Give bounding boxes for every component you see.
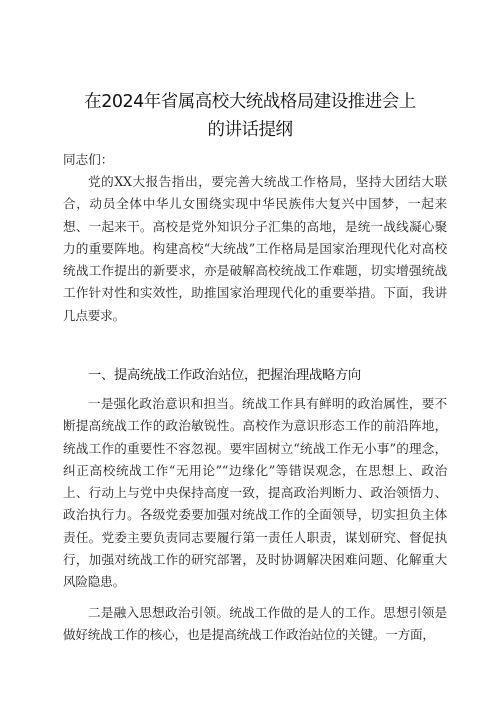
paragraph-intro [63,171,447,327]
salutation: 同志们： [63,152,114,167]
paragraph-political-awareness-text: 一是强化政治意识和担当。统战工作具有鲜明的政治属性，要不断提高统战工作的政治敏锐性。高校作为意识形态工作的前沿阵地，统战工作的重要性不容忽视。要牢固树立“统战工作无小事”的理念，纠正高校统战工作“无用论”“边缘化”等错误观念，在思想上、政治上、行动上与党中央保持高度一致，提高政治判断力、政治领悟力、政治执行力。各级党委要加强对统战工作的全面领导，切实担负主体责任。党委主要负责同志要履行第一责任人职责，谋划研究、督促执行，加强对统战工作的研究部署，及时协调解决困难问题、化解重大风险隐患。 [63,396,447,590]
paragraph-intro-text: 党的XX大报告指出，要完善大统战工作格局，坚持大团结大联合，动员全体中华儿女围绕实现中华民族伟大复兴中国梦，一起来想、一起来干。高校是党外知识分子汇集的高地，是统一战线凝心聚力的重要阵地。构建高校“大统战”工作格局是国家治理现代化对高校统战工作提出的新要求，亦是破解高校统战工作难题，切实增强统战工作针对性和实效性，助推国家治理现代化的重要举措。下面，我讲几点要求。 [63,174,447,323]
paragraph-ideological-guidance [63,602,447,647]
document-title-line-2: 的讲话提纲 [207,120,293,140]
section-heading-1: 一、提高统战工作政治站位，把握治理战略方向 [88,368,361,383]
paragraph-ideological-guidance-text: 二是融入思想政治引领。统战工作做的是人的工作。思想引领是做好统战工作的核心，也是提高统战工作政治站位的关键。一方面， [63,605,447,643]
document-title-line-1: 在2024年省属高校大统战格局建设推进会上 [84,92,416,112]
paragraph-political-awareness [63,393,447,594]
